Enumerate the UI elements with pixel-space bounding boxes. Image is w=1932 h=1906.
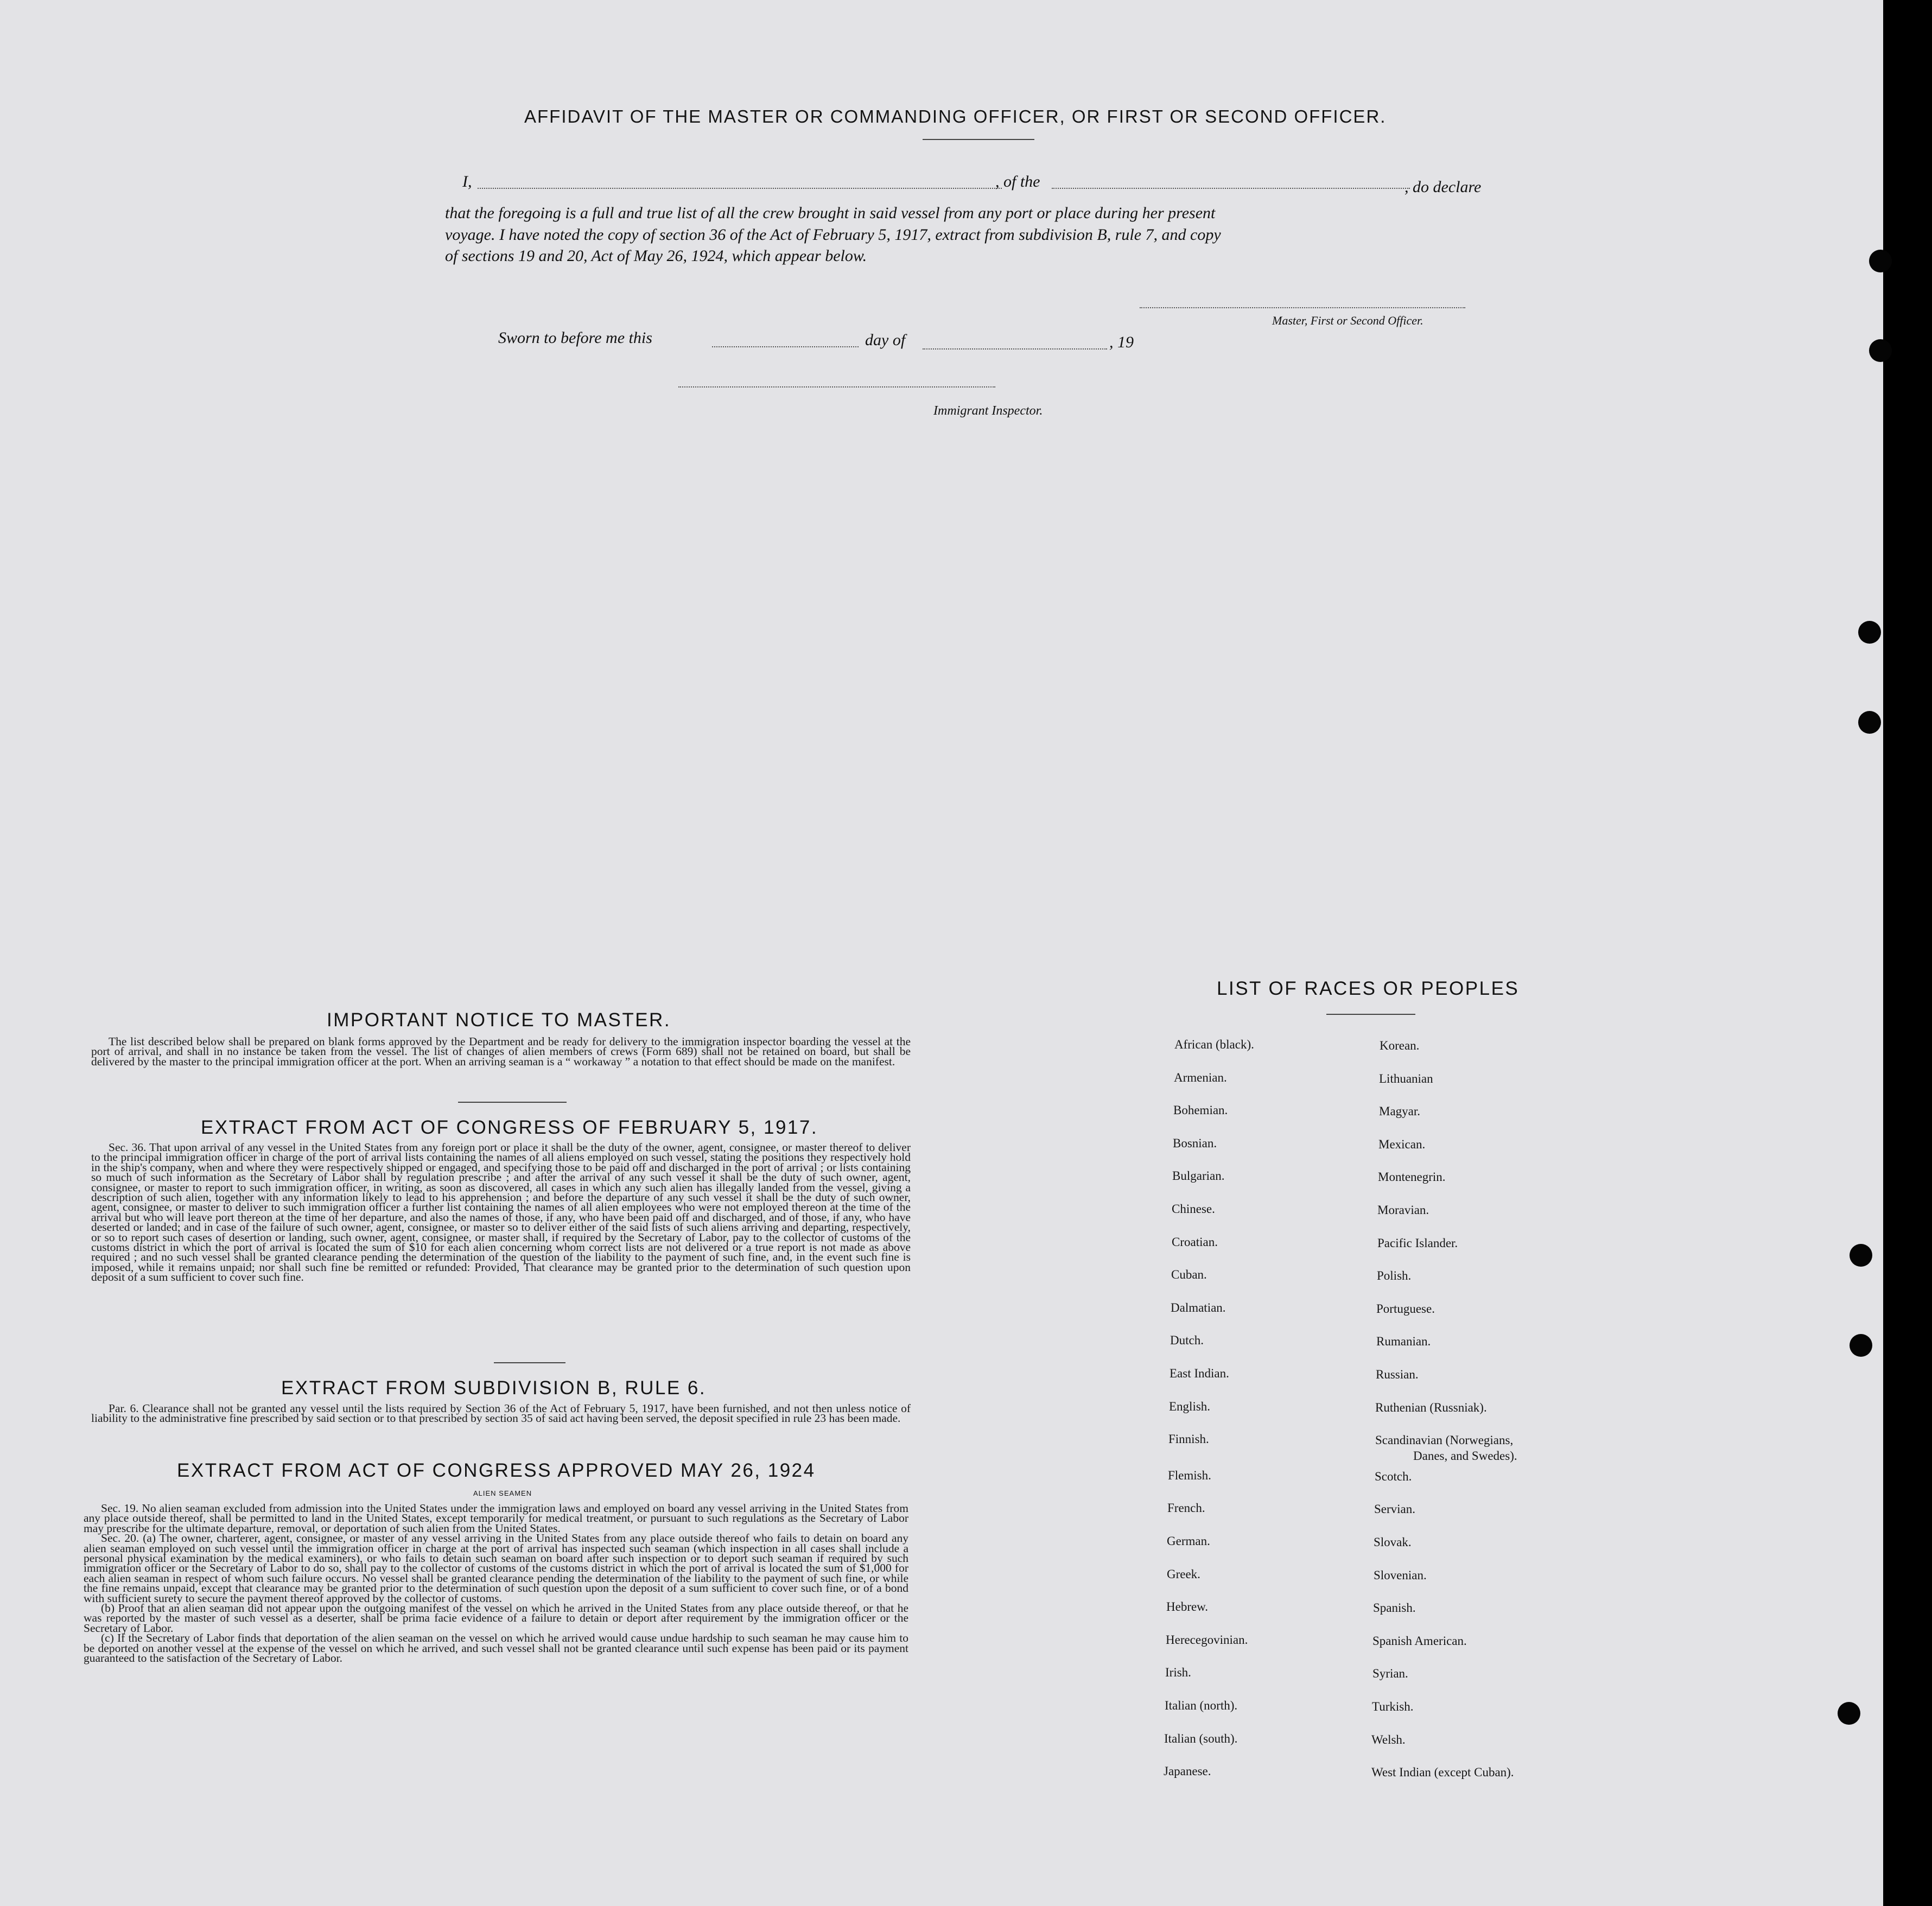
binder-hole-5 (1850, 1244, 1872, 1267)
affidavit-declaration-line-3: of sections 19 and 20, Act of May 26, 1924, which appear below. (445, 247, 867, 265)
master-signature-caption: Master, First or Second Officer. (1272, 314, 1423, 327)
affidavit-declaration-line-1: that the foregoing is a full and true list of all the crew brought in said vessel from any port or place during her present (445, 204, 1216, 222)
race-item-scandinavian-continued: Danes, and Swedes). (1413, 1449, 1517, 1463)
binder-hole-4 (1858, 711, 1881, 734)
race-item-left: Bohemian. (1173, 1103, 1228, 1117)
race-item-right: West Indian (except Cuban). (1371, 1765, 1514, 1780)
scan-margin (1883, 0, 1932, 1906)
race-item-right: Welsh. (1371, 1732, 1406, 1746)
affidavit-i-label: I, (462, 173, 472, 190)
sworn-day-field[interactable] (712, 346, 859, 347)
race-item-right: Slovenian. (1374, 1568, 1427, 1582)
race-item-right: Russian. (1376, 1368, 1419, 1381)
extract-1924-title: EXTRACT FROM ACT OF CONGRESS APPROVED MAY 26, 1924 (177, 1460, 816, 1481)
rule6-title: EXTRACT FROM SUBDIVISION B, RULE 6. (281, 1377, 707, 1399)
sec-20a-paragraph: Sec. 20. (a) The owner, charterer, agent, consignee, or master of any vessel arriving in the United States from any place outside thereof who fails to detain on board any alien seaman employed on such vessel until the immigration officer in charge at the port of arrival has inspected such seaman (which inspection in all cases shall include a personal physical examination by the medical examiners), or who fails to detain such seaman on board after such inspection or to deport such seaman if required by such immigration officer or the Secretary of Labor to do so, shall pay to the collector of customs of the customs district in which the port of arrival is located the sum of $1,000 for each alien seaman in respect of whom such failure occurs. No vessel shall be granted clearance pending the determination of the liability to the payment of such fine, or while the fine remains unpaid, except that clearance may be granted prior to the determination of such question upon the deposit of a sum sufficient to cover such fine, or of a bond with sufficient surety to secure the payment thereof approved by the collector of customs. (84, 1532, 908, 1605)
race-item-left: German. (1167, 1534, 1210, 1548)
race-item-left: Herecegovinian. (1166, 1632, 1248, 1647)
day-of-label: day of (865, 331, 906, 349)
binder-hole-3 (1858, 621, 1881, 644)
race-item-right: Slovak. (1374, 1535, 1412, 1549)
race-item-left: Finnish. (1168, 1432, 1209, 1446)
notice-paragraph: The list described below shall be prepared on blank forms approved by the Department and be ready for delivery to the immigration inspector boarding the vessel at the port of arrival, and shall in no instance be taken from the vessel. The list of changes of alien members of crews (Form 689) shall not be retained on board, but shall be delivered by the master to the principal immigration officer at the port. When an arriving seaman is a “ workaway ” a notation to that effect should be made on the manifest. (91, 1035, 911, 1068)
sworn-month-field[interactable] (923, 348, 1107, 350)
sec-20b-paragraph: (b) Proof that an alien seaman did not appear upon the outgoing manifest of the vessel on which he arrived in the United States from any place outside thereof, or that he was reported by the master of such vessel as a deserter, shall be prima facie evidence of a failure to detain or deport after requirement by the immigration officer or the Secretary of Labor. (84, 1602, 908, 1635)
race-item-left: Italian (north). (1165, 1699, 1238, 1712)
notice-text (91, 1037, 911, 1066)
race-item-left: Cuban. (1171, 1268, 1207, 1282)
inspector-signature-field[interactable] (678, 386, 995, 387)
race-item-left: Dalmatian. (1171, 1300, 1226, 1314)
extract-1924-text (84, 1503, 908, 1663)
race-item-left: Bulgarian. (1172, 1169, 1225, 1183)
notice-rule (458, 1102, 567, 1103)
race-item-left: African (black). (1174, 1038, 1254, 1051)
race-item-left: East Indian. (1170, 1367, 1229, 1380)
race-item-right: Scandinavian (Norwegians, (1375, 1433, 1514, 1447)
race-item-left: Greek. (1167, 1567, 1200, 1581)
race-item-right: Magyar. (1379, 1104, 1421, 1119)
race-item-right: Ruthenian (Russniak). (1375, 1400, 1487, 1414)
race-item-left: Italian (south). (1164, 1731, 1238, 1745)
binder-hole-1 (1869, 250, 1892, 272)
race-item-right: Moravian. (1377, 1203, 1429, 1217)
race-item-left: Croatian. (1172, 1235, 1218, 1249)
binder-hole-6 (1850, 1334, 1872, 1357)
race-item-left: Armenian. (1174, 1070, 1227, 1084)
affidavit-declaration-line-2: voyage. I have noted the copy of section 36 of the Act of February 5, 1917, extract from subdivision B, rule 7, and copy (445, 226, 1221, 244)
binder-hole-2 (1869, 339, 1892, 362)
sec-19-paragraph: Sec. 19. No alien seaman excluded from admission into the United States under the immigration laws and employed on board any vessel arriving in the United States from any place outside thereof, shall be permitted to land in the United States, except temporarily for medical treatment, or pursuant to such regulations as the Secretary of Labor may prescribe for the ultimate departure, removal, or deportation of such alien from the United States. (84, 1502, 908, 1535)
race-item-right: Polish. (1377, 1269, 1412, 1283)
affidavit-title-rule (923, 139, 1034, 140)
race-item-left: Chinese. (1172, 1202, 1215, 1216)
extract-1917-rule (494, 1362, 565, 1363)
extract-1917-title: EXTRACT FROM ACT OF CONGRESS OF FEBRUARY 5, 1917. (201, 1117, 818, 1138)
race-item-right: Lithuanian (1379, 1071, 1433, 1085)
affidavit-do-declare: , do declare (1404, 178, 1482, 196)
inspector-caption: Immigrant Inspector. (933, 404, 1043, 418)
race-item-right: Mexican. (1378, 1137, 1426, 1151)
year-label: , 19 (1109, 333, 1134, 351)
race-item-right: Pacific Islander. (1377, 1236, 1458, 1250)
sec-20c-paragraph: (c) If the Secretary of Labor finds that deportation of the alien seaman on the vessel on which he arrived would cause undue hardship to such seaman he may cause him to be deported on another vessel at the expense of the vessel on which he arrived, and such vessel shall not be granted clearance until such expense has been paid or its payment guaranteed to the satisfaction of the Secretary of Labor. (84, 1631, 908, 1665)
race-item-right: Turkish. (1372, 1700, 1414, 1713)
affidavit-title: AFFIDAVIT OF THE MASTER OR COMMANDING OFFICER, OR FIRST OR SECOND OFFICER. (524, 106, 1387, 126)
race-item-right: Syrian. (1372, 1667, 1408, 1681)
race-item-right: Korean. (1380, 1039, 1420, 1052)
binder-hole-7 (1838, 1702, 1860, 1725)
vessel-name-field[interactable] (1052, 188, 1410, 189)
race-item-left: Hebrew. (1166, 1600, 1209, 1614)
extract-1924-subtitle: ALIEN SEAMEN (473, 1489, 532, 1497)
race-item-right: Rumanian. (1376, 1335, 1431, 1349)
master-name-field[interactable] (478, 188, 1002, 189)
par-6-paragraph: Par. 6. Clearance shall not be granted any vessel until the lists required by Section 36 of the Act of February 5, 1917, have been furnished, and not then unless notice of liability to the administrative fine prescribed by said section or to that prescribed by section 35 of said act having been served, the deposit specified in rule 23 has been made. (91, 1402, 911, 1425)
race-item-right: Spanish. (1373, 1601, 1416, 1615)
race-item-right: Portuguese. (1376, 1301, 1435, 1316)
race-item-left: Flemish. (1168, 1468, 1211, 1482)
race-item-right: Scotch. (1375, 1469, 1412, 1483)
master-signature-field[interactable] (1140, 307, 1465, 308)
race-item-left: English. (1169, 1399, 1211, 1413)
affidavit-of-the: , of the (995, 173, 1040, 190)
notice-title: IMPORTANT NOTICE TO MASTER. (327, 1009, 671, 1031)
race-item-right: Servian. (1374, 1502, 1416, 1516)
race-item-left: Dutch. (1170, 1333, 1204, 1348)
race-item-left: Bosnian. (1173, 1136, 1217, 1150)
races-title: LIST OF RACES OR PEOPLES (1217, 978, 1520, 999)
race-item-left: French. (1167, 1501, 1205, 1515)
races-title-rule (1326, 1014, 1415, 1015)
race-item-left: Japanese. (1164, 1764, 1211, 1778)
sworn-label: Sworn to before me this (498, 329, 652, 347)
race-item-right: Montenegrin. (1378, 1170, 1446, 1184)
section-36-paragraph: Sec. 36. That upon arrival of any vessel in the United States from any foreign port or place it shall be the duty of the owner, agent, consignee, or master thereof to deliver to the principal immigration officer in charge of the port of arrival lists containing the names of all aliens employed on such vessel, stating the positions they respectively hold in the ship's company, when and where they were respectively shipped or engaged, and specifying those to be paid off and discharged in the port of arrival ; or lists containing so much of such information as the Secretary of Labor shall by regulation prescribe ; and after the arrival of any such vessel it shall be the duty of such owner, agent, consignee, or master to report to such immigration officer, in writing, as soon as discovered, all cases in which any such alien has illegally landed from the vessel, giving a description of such alien, together with any information likely to lead to his apprehension ; and before the departure of any such vessel it shall be the duty of such owner, agent, consignee, or master to deliver to such immigration officer a further list containing the names of all alien employees who were not employed thereon at the time of the arrival but who will leave port thereon at the time of her departure, and also the names of those, if any, who have been paid off and discharged, and of those, if any, who have deserted or landed; and in case of the failure of such owner, agent, consignee, or master so to deliver either of the said lists of such aliens arriving and departing, respectively, or so to report such cases of desertion or landing, such owner, agent, consignee, or master shall, if required by the Secretary of Labor, pay to the collector of customs of the customs district in which the port of arrival is located the sum of $10 for each alien concerning whom correct lists are not delivered or a true report is not made as above required ; and no such vessel shall be granted clearance pending the determination of the question of the liability to the payment of such fine, and, in the event such fine is imposed, while it remains unpaid; nor shall such fine be remitted or refunded: Provided, That clearance may be granted prior to the determination of such question upon deposit of a sum sufficient to cover such fine. (91, 1141, 911, 1284)
extract-1917-text (91, 1142, 911, 1282)
race-item-right: Spanish American. (1372, 1634, 1467, 1648)
rule6-text (91, 1403, 911, 1424)
race-item-left: Irish. (1165, 1666, 1191, 1680)
